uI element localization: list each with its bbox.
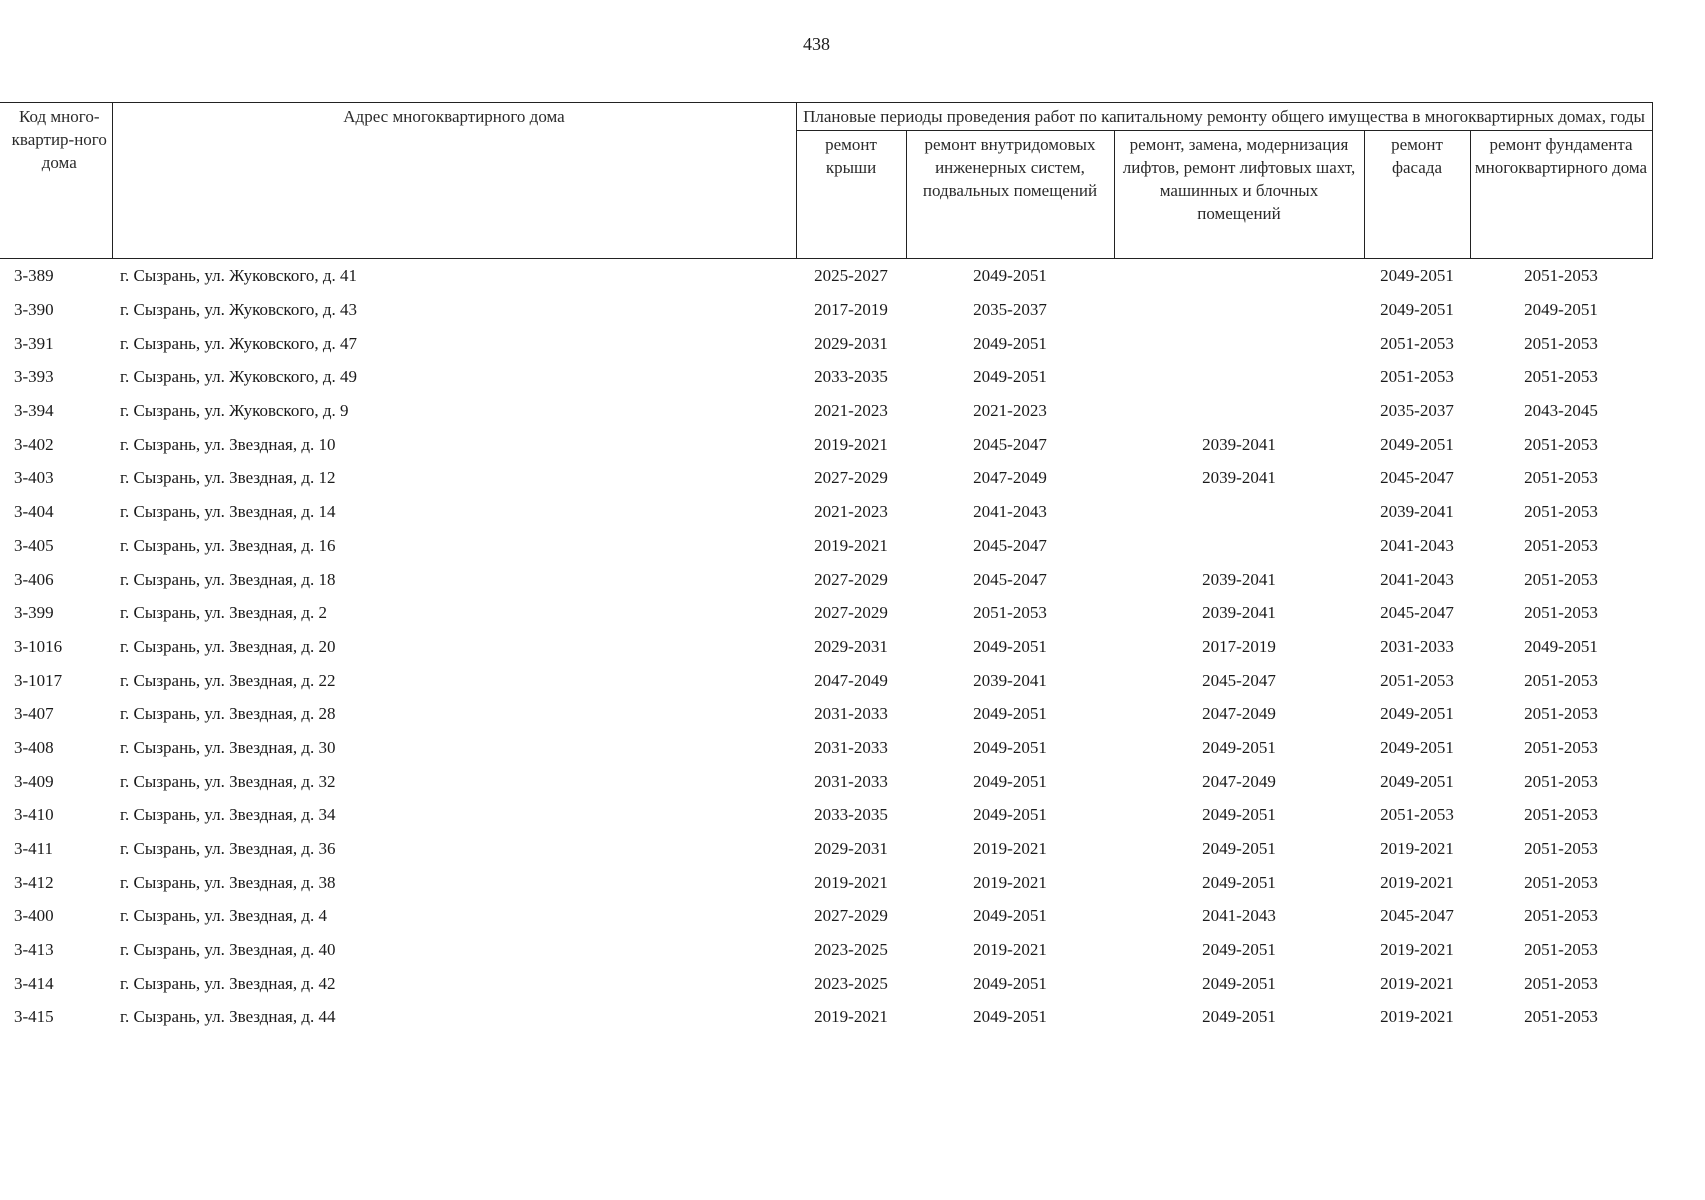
cell-address: г. Сызрань, ул. Жуковского, д. 49 — [120, 367, 358, 387]
cell-facade: 2045-2047 — [1380, 468, 1454, 488]
header-code: Код много-квартир-ного дома — [0, 103, 112, 259]
cell-elevators — [1114, 360, 1364, 394]
cell-code: 3-410 — [14, 805, 54, 825]
cell-engineering: 2049-2051 — [973, 367, 1047, 387]
table-row — [0, 495, 1652, 529]
cell-roof: 2031-2033 — [814, 737, 888, 757]
cell-address: г. Сызрань, ул. Звездная, д. 4 — [120, 906, 328, 926]
cell-facade: 2019-2021 — [1380, 1007, 1454, 1027]
cell-elevators: 2049-2051 — [1202, 737, 1276, 757]
cell-facade: 2035-2037 — [1380, 401, 1454, 421]
cell-elevators: 2049-2051 — [1202, 973, 1276, 993]
header-engineering: ремонт внутридомовых инженерных систем, подвальных помещений — [906, 131, 1114, 259]
cell-foundation: 2051-2053 — [1524, 1007, 1598, 1027]
table-body — [0, 259, 1652, 1034]
cell-code: 3-402 — [14, 434, 54, 454]
cell-foundation: 2051-2053 — [1524, 940, 1598, 960]
cell-engineering: 2049-2051 — [973, 906, 1047, 926]
cell-foundation: 2051-2053 — [1524, 569, 1598, 589]
cell-facade: 2049-2051 — [1380, 771, 1454, 791]
cell-code: 3-406 — [14, 569, 54, 589]
table-row — [0, 427, 1652, 461]
cell-elevators: 2039-2041 — [1202, 569, 1276, 589]
cell-foundation: 2051-2053 — [1524, 333, 1598, 353]
cell-code: 3-403 — [14, 468, 54, 488]
cell-roof: 2019-2021 — [814, 1007, 888, 1027]
cell-facade: 2051-2053 — [1380, 333, 1454, 353]
cell-address: г. Сызрань, ул. Звездная, д. 34 — [120, 805, 336, 825]
header-elevators: ремонт, замена, модернизация лифтов, ремонт лифтовых шахт, машинных и блочных помещений — [1114, 131, 1364, 259]
cell-elevators: 2045-2047 — [1202, 670, 1276, 690]
table-row — [0, 933, 1652, 967]
cell-address: г. Сызрань, ул. Звездная, д. 20 — [120, 636, 336, 656]
cell-address: г. Сызрань, ул. Жуковского, д. 47 — [120, 333, 358, 353]
cell-engineering: 2049-2051 — [973, 704, 1047, 724]
cell-facade: 2051-2053 — [1380, 805, 1454, 825]
cell-address: г. Сызрань, ул. Звездная, д. 2 — [120, 603, 328, 623]
cell-elevators: 2041-2043 — [1202, 906, 1276, 926]
cell-roof: 2033-2035 — [814, 367, 888, 387]
header-periods-group: Плановые периоды проведения работ по капитальному ремонту общего имущества в многоквартирных домах, годы — [796, 103, 1652, 131]
cell-foundation: 2051-2053 — [1524, 839, 1598, 859]
cell-code: 3-400 — [14, 906, 54, 926]
cell-foundation: 2051-2053 — [1524, 367, 1598, 387]
cell-foundation: 2051-2053 — [1524, 805, 1598, 825]
cell-engineering: 2049-2051 — [973, 333, 1047, 353]
cell-elevators — [1114, 293, 1364, 327]
cell-roof: 2025-2027 — [814, 266, 888, 286]
cell-code: 3-413 — [14, 940, 54, 960]
cell-engineering: 2049-2051 — [973, 266, 1047, 286]
cell-address: г. Сызрань, ул. Звездная, д. 38 — [120, 872, 336, 892]
cell-address: г. Сызрань, ул. Жуковского, д. 9 — [120, 401, 349, 421]
table-row — [0, 596, 1652, 630]
cell-facade: 2041-2043 — [1380, 535, 1454, 555]
cell-facade: 2051-2053 — [1380, 367, 1454, 387]
cell-code: 3-1017 — [14, 670, 63, 690]
table-row — [0, 865, 1652, 899]
cell-roof: 2027-2029 — [814, 468, 888, 488]
cell-engineering: 2049-2051 — [973, 636, 1047, 656]
cell-roof: 2021-2023 — [814, 502, 888, 522]
table-row — [0, 966, 1652, 1000]
cell-elevators — [1114, 495, 1364, 529]
cell-elevators: 2047-2049 — [1202, 704, 1276, 724]
cell-address: г. Сызрань, ул. Звездная, д. 42 — [120, 973, 336, 993]
cell-roof: 2019-2021 — [814, 535, 888, 555]
cell-address: г. Сызрань, ул. Звездная, д. 44 — [120, 1007, 336, 1027]
cell-address: г. Сызрань, ул. Звездная, д. 40 — [120, 940, 336, 960]
cell-roof: 2023-2025 — [814, 940, 888, 960]
table-row — [0, 798, 1652, 832]
cell-code: 3-1016 — [14, 636, 63, 656]
cell-engineering: 2049-2051 — [973, 771, 1047, 791]
cell-code: 3-414 — [14, 973, 54, 993]
table-row — [0, 326, 1652, 360]
cell-code: 3-415 — [14, 1007, 54, 1027]
cell-address: г. Сызрань, ул. Звездная, д. 14 — [120, 502, 336, 522]
cell-address: г. Сызрань, ул. Жуковского, д. 41 — [120, 266, 358, 286]
cell-engineering: 2049-2051 — [973, 737, 1047, 757]
cell-code: 3-399 — [14, 603, 54, 623]
cell-foundation: 2051-2053 — [1524, 704, 1598, 724]
cell-code: 3-393 — [14, 367, 54, 387]
cell-address: г. Сызрань, ул. Звездная, д. 12 — [120, 468, 336, 488]
cell-engineering: 2045-2047 — [973, 434, 1047, 454]
cell-code: 3-404 — [14, 502, 54, 522]
cell-elevators — [1114, 529, 1364, 563]
cell-facade: 2049-2051 — [1380, 434, 1454, 454]
cell-roof: 2017-2019 — [814, 300, 888, 320]
cell-foundation: 2043-2045 — [1524, 401, 1598, 421]
cell-roof: 2021-2023 — [814, 401, 888, 421]
header-roof: ремонт крыши — [796, 131, 906, 259]
cell-code: 3-411 — [14, 839, 54, 859]
capital-repair-table — [0, 102, 1653, 1034]
cell-elevators: 2047-2049 — [1202, 771, 1276, 791]
cell-elevators: 2049-2051 — [1202, 872, 1276, 892]
cell-elevators: 2039-2041 — [1202, 603, 1276, 623]
table-row — [0, 832, 1652, 866]
table-row — [0, 697, 1652, 731]
cell-roof: 2027-2029 — [814, 603, 888, 623]
cell-engineering: 2039-2041 — [973, 670, 1047, 690]
cell-facade: 2049-2051 — [1380, 266, 1454, 286]
cell-roof: 2029-2031 — [814, 636, 888, 656]
cell-engineering: 2049-2051 — [973, 805, 1047, 825]
cell-foundation: 2051-2053 — [1524, 603, 1598, 623]
cell-foundation: 2051-2053 — [1524, 535, 1598, 555]
table-row — [0, 293, 1652, 327]
table-header — [0, 103, 1652, 259]
cell-roof: 2031-2033 — [814, 704, 888, 724]
cell-engineering: 2049-2051 — [973, 1007, 1047, 1027]
cell-facade: 2049-2051 — [1380, 704, 1454, 724]
cell-address: г. Сызрань, ул. Звездная, д. 22 — [120, 670, 336, 690]
cell-address: г. Сызрань, ул. Жуковского, д. 43 — [120, 300, 358, 320]
cell-facade: 2019-2021 — [1380, 872, 1454, 892]
cell-foundation: 2051-2053 — [1524, 872, 1598, 892]
cell-roof: 2033-2035 — [814, 805, 888, 825]
cell-code: 3-408 — [14, 737, 54, 757]
table-row — [0, 1000, 1652, 1034]
cell-address: г. Сызрань, ул. Звездная, д. 32 — [120, 771, 336, 791]
cell-elevators — [1114, 326, 1364, 360]
cell-elevators: 2017-2019 — [1202, 636, 1276, 656]
cell-foundation: 2049-2051 — [1524, 636, 1598, 656]
table-row — [0, 360, 1652, 394]
page-number: 438 — [803, 34, 830, 54]
cell-elevators: 2049-2051 — [1202, 805, 1276, 825]
cell-facade: 2041-2043 — [1380, 569, 1454, 589]
cell-foundation: 2051-2053 — [1524, 771, 1598, 791]
cell-elevators: 2049-2051 — [1202, 1007, 1276, 1027]
cell-elevators: 2049-2051 — [1202, 839, 1276, 859]
cell-roof: 2027-2029 — [814, 569, 888, 589]
cell-roof: 2019-2021 — [814, 872, 888, 892]
cell-address: г. Сызрань, ул. Звездная, д. 16 — [120, 535, 336, 555]
cell-engineering: 2041-2043 — [973, 502, 1047, 522]
cell-code: 3-407 — [14, 704, 54, 724]
cell-facade: 2019-2021 — [1380, 973, 1454, 993]
cell-elevators: 2039-2041 — [1202, 434, 1276, 454]
table-row — [0, 562, 1652, 596]
cell-code: 3-391 — [14, 333, 54, 353]
cell-facade: 2049-2051 — [1380, 300, 1454, 320]
cell-roof: 2023-2025 — [814, 973, 888, 993]
cell-code: 3-394 — [14, 401, 54, 421]
cell-address: г. Сызрань, ул. Звездная, д. 30 — [120, 737, 336, 757]
cell-foundation: 2051-2053 — [1524, 434, 1598, 454]
cell-engineering: 2045-2047 — [973, 569, 1047, 589]
cell-code: 3-405 — [14, 535, 54, 555]
cell-facade: 2049-2051 — [1380, 737, 1454, 757]
cell-engineering: 2021-2023 — [973, 401, 1047, 421]
cell-foundation: 2051-2053 — [1524, 737, 1598, 757]
cell-engineering: 2019-2021 — [973, 872, 1047, 892]
cell-elevators — [1114, 259, 1364, 293]
cell-address: г. Сызрань, ул. Звездная, д. 18 — [120, 569, 336, 589]
cell-address: г. Сызрань, ул. Звездная, д. 10 — [120, 434, 336, 454]
cell-code: 3-412 — [14, 872, 54, 892]
cell-engineering: 2035-2037 — [973, 300, 1047, 320]
cell-roof: 2027-2029 — [814, 906, 888, 926]
cell-roof: 2047-2049 — [814, 670, 888, 690]
header-facade: ремонт фасада — [1364, 131, 1470, 259]
cell-engineering: 2049-2051 — [973, 973, 1047, 993]
cell-foundation: 2051-2053 — [1524, 906, 1598, 926]
cell-foundation: 2051-2053 — [1524, 973, 1598, 993]
table-row — [0, 663, 1652, 697]
cell-roof: 2031-2033 — [814, 771, 888, 791]
cell-elevators — [1114, 394, 1364, 428]
cell-foundation: 2051-2053 — [1524, 468, 1598, 488]
cell-facade: 2031-2033 — [1380, 636, 1454, 656]
cell-engineering: 2047-2049 — [973, 468, 1047, 488]
header-foundation: ремонт фундамента многоквартирного дома — [1470, 131, 1652, 259]
cell-code: 3-389 — [14, 266, 54, 286]
table-row — [0, 630, 1652, 664]
cell-roof: 2019-2021 — [814, 434, 888, 454]
cell-engineering: 2045-2047 — [973, 535, 1047, 555]
cell-foundation: 2049-2051 — [1524, 300, 1598, 320]
cell-engineering: 2051-2053 — [973, 603, 1047, 623]
cell-facade: 2051-2053 — [1380, 670, 1454, 690]
cell-engineering: 2019-2021 — [973, 940, 1047, 960]
cell-code: 3-390 — [14, 300, 54, 320]
cell-code: 3-409 — [14, 771, 54, 791]
table-row — [0, 529, 1652, 563]
cell-foundation: 2051-2053 — [1524, 670, 1598, 690]
cell-roof: 2029-2031 — [814, 333, 888, 353]
cell-engineering: 2019-2021 — [973, 839, 1047, 859]
table-row — [0, 899, 1652, 933]
cell-facade: 2045-2047 — [1380, 906, 1454, 926]
table-row — [0, 764, 1652, 798]
cell-address: г. Сызрань, ул. Звездная, д. 28 — [120, 704, 336, 724]
cell-address: г. Сызрань, ул. Звездная, д. 36 — [120, 839, 336, 859]
cell-elevators: 2049-2051 — [1202, 940, 1276, 960]
table-row — [0, 461, 1652, 495]
cell-elevators: 2039-2041 — [1202, 468, 1276, 488]
cell-facade: 2019-2021 — [1380, 839, 1454, 859]
cell-facade: 2045-2047 — [1380, 603, 1454, 623]
table-row — [0, 259, 1652, 293]
cell-foundation: 2051-2053 — [1524, 266, 1598, 286]
table-row — [0, 394, 1652, 428]
cell-roof: 2029-2031 — [814, 839, 888, 859]
cell-foundation: 2051-2053 — [1524, 502, 1598, 522]
header-address: Адрес многоквартирного дома — [112, 103, 796, 259]
table-row — [0, 731, 1652, 765]
cell-facade: 2019-2021 — [1380, 940, 1454, 960]
cell-facade: 2039-2041 — [1380, 502, 1454, 522]
